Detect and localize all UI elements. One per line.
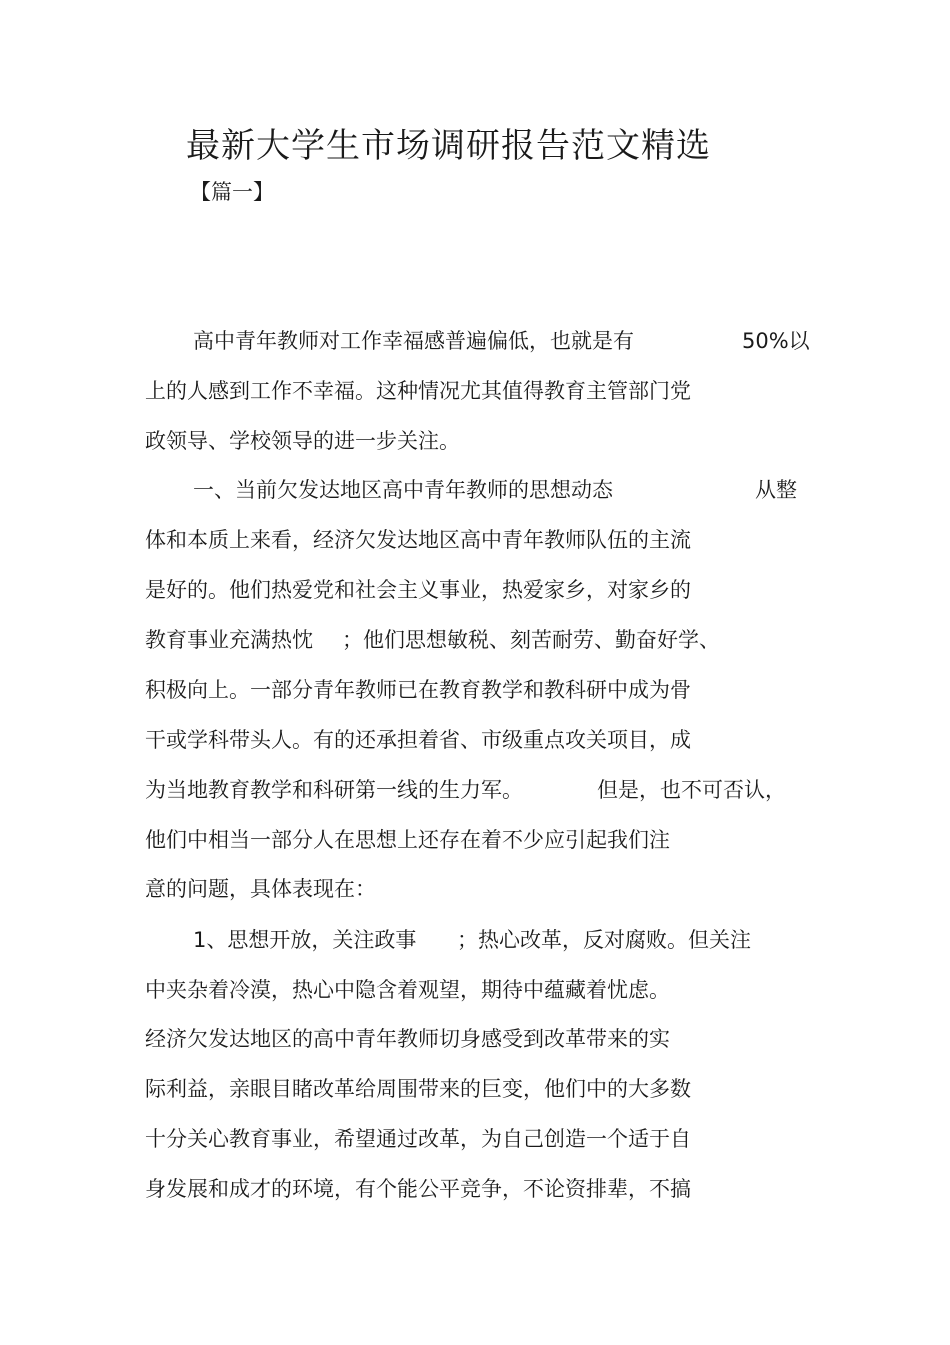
body-line-tail: 50%以	[742, 329, 810, 353]
body-line-tail: 从整	[755, 478, 797, 502]
body-line: 际利益，亲眼目睹改革给周围带来的巨变，他们中的大多数	[145, 1077, 691, 1101]
page-title: 最新大学生市场调研报告范文精选	[186, 126, 711, 166]
body-line: 积极向上。一部分青年教师已在教育教学和教科研中成为骨	[145, 678, 691, 702]
body-line: 经济欠发达地区的高中青年教师切身感受到改革带来的实	[145, 1027, 670, 1051]
body-line: 意的问题，具体表现在：	[145, 877, 376, 901]
body-line: 是好的。他们热爱党和社会主义事业，热爱家乡，对家乡的	[145, 578, 691, 602]
body-line: 他们中相当一部分人在思想上还存在着不少应引起我们注	[145, 828, 670, 852]
body-line-tail: ；热心改革，反对腐败。但关注	[457, 928, 751, 952]
body-line: 中夹杂着冷漠，热心中隐含着观望，期待中蕴藏着忧虑。	[145, 978, 670, 1002]
body-line: 1、思想开放，关注政事	[193, 928, 417, 952]
body-line-tail: ；他们思想敏税、刻苦耐劳、勤奋好学、	[342, 628, 720, 652]
body-line: 高中青年教师对工作幸福感普遍偏低，也就是有	[193, 329, 634, 353]
body-line: 干或学科带头人。有的还承担着省、市级重点攻关项目，成	[145, 728, 691, 752]
body-line: 教育事业充满热忱	[145, 628, 313, 652]
body-line: 上的人感到工作不幸福。这种情况尤其值得教育主管部门党	[145, 379, 691, 403]
body-line: 为当地教育教学和科研第一线的生力军。	[145, 778, 523, 802]
body-line: 十分关心教育事业，希望通过改革，为自己创造一个适于自	[145, 1127, 691, 1151]
body-line-tail: 但是，也不可否认，	[597, 778, 786, 802]
body-line: 身发展和成才的环境，有个能公平竞争，不论资排辈，不搞	[145, 1177, 691, 1201]
section-heading: 【篇一】	[190, 180, 274, 204]
body-line: 政领导、学校领导的进一步关注。	[145, 429, 460, 453]
body-line: 一、当前欠发达地区高中青年教师的思想动态	[193, 478, 613, 502]
body-line: 体和本质上来看，经济欠发达地区高中青年教师队伍的主流	[145, 528, 691, 552]
